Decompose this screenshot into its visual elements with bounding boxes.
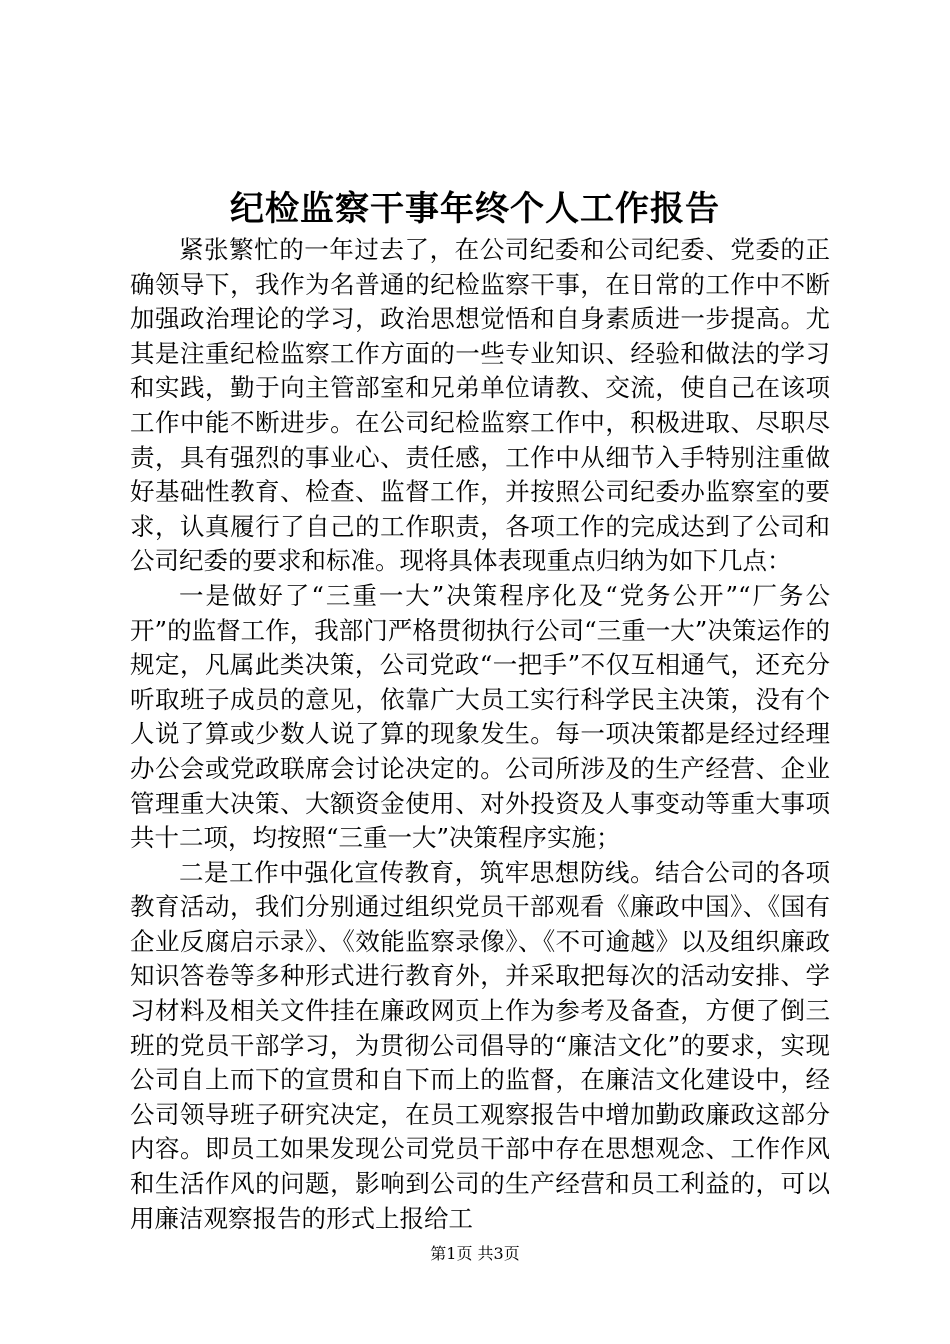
paragraph-point-two: 二是工作中强化宣传教育，筑牢思想防线。结合公司的各项教育活动，我们分别通过组织党员干部观看《廉政中国》、《国有企业反腐启示录》、《效能监察录像》、《不可逾越》以及组织廉政知识答卷等多种形式进行教育外，并采取把每次的活动安排、学习材料及相关文件挂在廉政网页上作为参考及备查，方便了倒三班的党员干部学习，为贯彻公司倡导的“廉洁文化”的要求，实现公司自上而下的宣贯和自下而上的监督，在廉洁文化建设中，经公司领导班子研究决定，在员工观察报告中增加勤政廉政这部分内容。即员工如果发现公司党员干部中存在思想观念、工作作风和生活作风的问题，影响到公司的生产经营和员工利益的，可以用廉洁观察报告的形式上报给工 [130, 857, 830, 1233]
document-title: 纪检监察干事年终个人工作报告 [230, 189, 720, 229]
document-body [130, 233, 830, 1236]
paragraph-intro: 紧张繁忙的一年过去了，在公司纪委和公司纪委、党委的正确领导下，我作为名普通的纪检监察干事，在日常的工作中不断加强政治理论的学习，政治思想觉悟和自身素质进一步提高。尤其是注重纪检监察工作方面的一些专业知识、经验和做法的学习和实践，勤于向主管部室和兄弟单位请教、交流，使自己在该项工作中能不断进步。在公司纪检监察工作中，积极进取、尽职尽责，具有强烈的事业心、责任感，工作中从细节入手特别注重做好基础性教育、检查、监督工作，并按照公司纪委办监察室的要求，认真履行了自己的工作职责，各项工作的完成达到了公司和公司纪委的要求和标准。现将具体表现重点归纳为如下几点： [130, 235, 830, 576]
paragraph-point-one: 一是做好了“三重一大”决策程序化及“党务公开”“厂务公开”的监督工作，我部门严格贯彻执行公司“三重一大”决策运作的规定，凡属此类决策，公司党政“一把手”不仅互相通气，还充分听取班子成员的意见，依靠广大员工实行科学民主决策，没有个人说了算或少数人说了算的现象发生。每一项决策都是经过经理办公会或党政联席会讨论决定的。公司所涉及的生产经营、企业管理重大决策、大额资金使用、对外投资及人事变动等重大事项共十二项，均按照“三重一大”决策程序实施； [130, 580, 830, 853]
page-number-footer: 第1页 共3页 [430, 1244, 520, 1263]
